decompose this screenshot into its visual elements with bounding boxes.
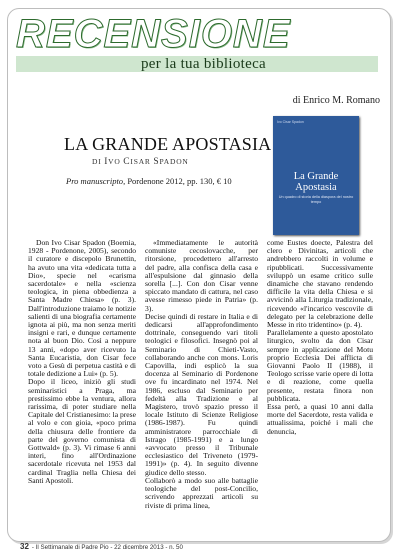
article-title: LA GRANDE APOSTASIA [64, 134, 272, 154]
column-text: Don Ivo Cisar Spadon (Boemia, 1928 - Pordenone, 2005), secondo il curatore e discepolo Brunettin, ha avuto una vita «dedicata tutta a Dio», specie nel «carisma sacerdotale» e nella «scienza teologica, in piena obbedienza a Santa Madre Chiesa» (p. 3). Dall'introduzione traiamo le notizie salienti di una biografia certamente ignota ai più, ma non senza meriti insigni e rari, e dunque certamente nota al buon Dio. Così a neppure 13 anni, «dopo aver ricevuto la Santa Eucaristia, don Cisar fece voto a Gesù di perpetua castità e di totale dedizione a Lui» (p. 5). Dopo il liceo, iniziò gli studi seminaristici a Praga, ma prestissimo ebbe la ventura, allora rarissima, di poter studiare nella Capitale del Cristianesimo: la prese al volo e con gioia, «poco prima della chiusura delle frontiere da parte del governo comunista di Gottwald» (p. 3). Vi rimase 6 anni interi, fino all'Ordinazione sacerdotale ricevuta nel 1953 dal cardinal Traglia nella Chiesa dei Santi Apostoli. [28, 238, 136, 485]
footer-text: - Il Settimanale di Padre Pio - 22 dicembre 2013 - n. 50 [31, 544, 183, 551]
article-byline [92, 157, 189, 167]
column-text: come Eustes doecte, Palestra del clero e Divinitas, articoli che andrebbero raccolti in volume e ripubblicati. Successivamente sviluppò un esame critico sulle dinamiche che stavano rendendo difficile la vita della Chiesa e si avvicinò alla Liturgia tradizionale, ricevendo «l'incarico vescovile di delegato per la celebrazione delle Messe in rito tridentino» (p. 4). Parallelamente a questo apostolato liturgico, svolto da don Cisar sempre in applicazione del Motu proprio Ecclesia Dei afflicta di Giovanni Paolo II (1988), il Teologo scrisse varie opere di lotta e di reazione, come quella presente, restata finora non pubblicata. Essa però, a quasi 10 anni dalla morte del Sacerdote, resta valida e attualissima, poiché i mali che denuncia, [267, 238, 373, 436]
section-logo-title: RECENSIONE [16, 12, 291, 56]
book-cover-image [273, 116, 359, 235]
byline-part: VO [108, 157, 124, 166]
page-number: 32 [20, 542, 29, 551]
cover-author: Ivo Cisar Spadon [277, 120, 304, 124]
section-logo-subtitle: per la tua biblioteca [141, 56, 266, 72]
byline-part: C [123, 157, 131, 167]
byline-part: ISAR [130, 157, 154, 166]
cover-title-line: Apostasia [295, 182, 337, 193]
column-text: «Immediatamente le autorità comuniste cecoslovacche, per ritorsione, procedettero all'arresto del padre, alla confisca della casa e all'espulsione dal ginnasio della sorella [...]. Con don Cisar venne spiccato mandato di cattura, nel caso avesse rimesso piede in Patria» (p. 3). Decise quindi di restare in Italia e di dedicarsi all'approfondimento dottrinale, conseguendo vari titoli teologici e filosofici. Insegnò poi al Seminario di Chieti-Vasto, collaborando anche con mons. Loris Capovilla, indi esplicò la sua docenza al Seminario di Pordenone ove fu incardinato nel 1974. Nel 1986, escluso dal Seminario per fedeltà alla Tradizione e al Magistero, trovò spazio presso il locale Istituto di Scienze Religiose (1986-1987). Fu quindi amministratore parrocchiale di Istrago (1985-1991) e a lungo «avvocato presso il Tribunale ecclesiastico del Triveneto (1979-1991)» (p. 4). In seguito divenne giudice dello stesso. Collaborò a modo suo alle battaglie teologiche del post-Concilio, scrivendo apprezzati articoli su riviste di prima linea, [145, 238, 258, 510]
text-column-1 [28, 239, 136, 485]
cover-title-line: La Grande [293, 171, 339, 182]
byline-part: PADON [159, 157, 189, 166]
byline-part: DI [92, 157, 105, 166]
page-footer [20, 542, 380, 551]
review-author: di Enrico M. Romano [292, 95, 380, 106]
byline-part: S [153, 157, 160, 167]
book-details [66, 176, 232, 186]
byline-part: I [104, 157, 109, 167]
text-column-3 [267, 239, 373, 436]
book-publisher: Pro manuscripto [66, 176, 124, 186]
cover-subtitle: Un quadro di storia della diaspora del nostro tempo [278, 195, 354, 204]
cover-title [273, 171, 359, 193]
text-column-2 [145, 239, 258, 510]
book-publication-info: , Pordenone 2012, pp. 130, € 10 [123, 176, 232, 186]
